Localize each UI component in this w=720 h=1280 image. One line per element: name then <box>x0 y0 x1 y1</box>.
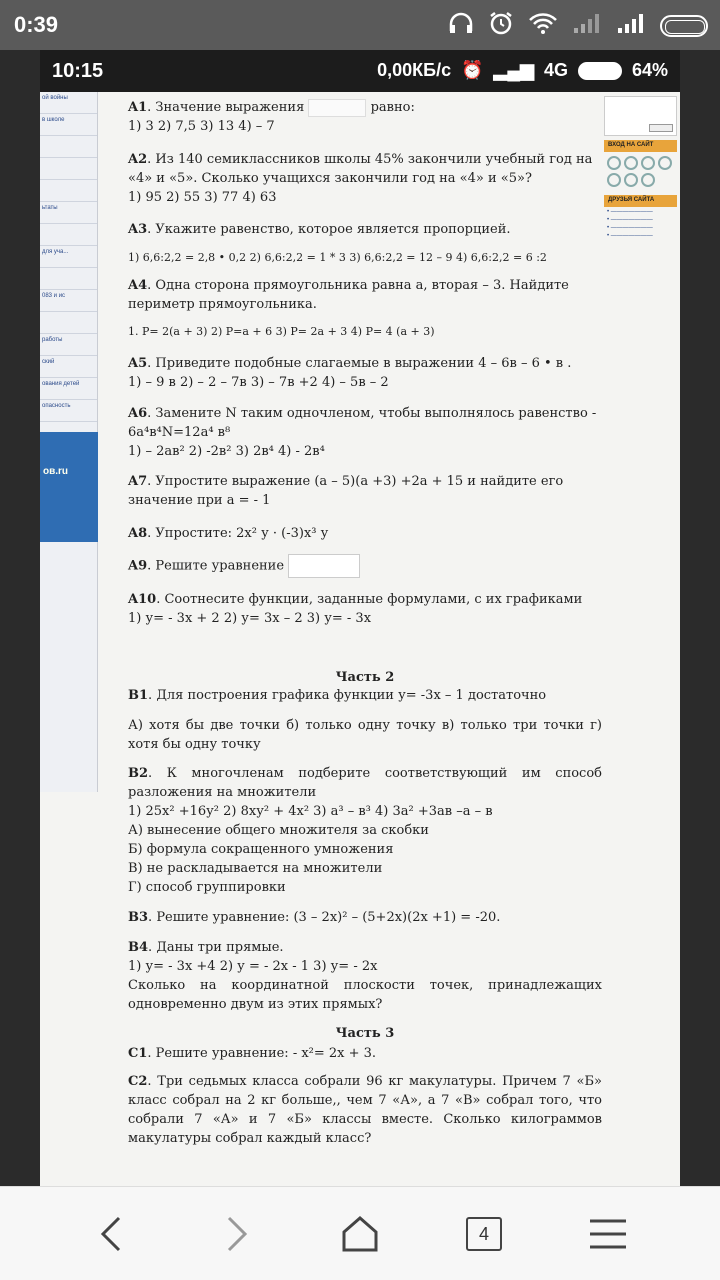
choice: Г) способ группировки <box>128 880 286 895</box>
question-a3-options: 1) 6,6:2,2 = 2,8 • 0,2 2) 6,6:2,2 = 1 * 3 3) 6,6:2,2 = 12 – 9 4) 6,6:2,2 = 6 :2 <box>128 251 547 264</box>
part2-title: Часть 2 <box>335 670 395 685</box>
sidebar-item[interactable] <box>40 180 97 202</box>
battery-icon <box>578 62 622 80</box>
question-a10: A10. Соотнесите функции, заданные формулами, с их графиками 1) у= - 3х + 2 2) у= 3х – 2 3) у= - 3х <box>128 592 583 626</box>
link[interactable]: • ——————— <box>607 233 653 239</box>
sidebar-item[interactable]: ский <box>40 356 97 378</box>
alarm-icon: ⏰ <box>461 60 484 80</box>
question-text: Упростите выражение (а – 5)(а +3) +2а + 15 и найдите его значение при а = - 1 <box>128 474 564 508</box>
login-header: ВХОД НА САЙТ <box>604 140 677 152</box>
question-a1: A1. Значение выражения равно: 1) 3 2) 7,5 3) 13 4) – 7 <box>128 100 415 134</box>
chevron-left-icon <box>97 1214 127 1254</box>
choice: А) вынесение общего множителя за скобки <box>128 823 429 838</box>
question-text: Три седьмых класса собрали 96 кг макулатуры. Причем 7 «Б» класс собрал на 2 кг больше,, чем 7 «А», а 7 «В» собрал того, что собрали 7 «А» и 7 «Б» классы вместе. Сколько килограммов макулатуры собрал каждый класс? <box>128 1074 602 1146</box>
question-id: C2 <box>128 1074 148 1089</box>
social-icon[interactable] <box>641 156 655 170</box>
question-id: C1 <box>128 1046 148 1061</box>
question-text: Упростите: 2х² у · (-3)х³ у <box>155 526 329 541</box>
image-placeholder <box>288 554 360 578</box>
question-text: Решите уравнение <box>155 558 285 574</box>
question-b1-options: А) хотя бы две точки б) только одну точку в) только три точки г) хотя бы одну точку <box>128 718 602 752</box>
home-button[interactable] <box>330 1209 390 1259</box>
question-options: 1) 3 2) 7,5 3) 13 4) – 7 <box>128 119 275 134</box>
forward-button[interactable] <box>206 1209 266 1259</box>
link[interactable]: • ——————— <box>607 217 653 223</box>
question-options: 1) – 9 в 2) – 2 – 7в 3) – 7в +2 4) – 5в – 2 <box>128 375 389 390</box>
image-placeholder <box>308 99 366 117</box>
question-id: B1 <box>128 688 149 703</box>
sidebar-promo-banner[interactable] <box>40 432 98 542</box>
photo-battery-level: 64% <box>631 60 668 80</box>
question-options: 1) – 2ав² 2) -2в² 3) 2в⁴ 4) - 2в⁴ <box>128 444 325 459</box>
question-a5: A5. Приведите подобные слагаемые в выражении 4 – 6в – 6 • в . 1) – 9 в 2) – 2 – 7в 3) – 7в +2 4) – 5в – 2 <box>128 356 572 390</box>
sidebar-item[interactable]: ования детей <box>40 378 97 400</box>
site-left-sidebar <box>40 92 98 792</box>
status-bar <box>0 0 720 50</box>
alarm-icon <box>488 10 514 42</box>
question-options: 1) 95 2) 55 3) 77 4) 63 <box>128 190 277 205</box>
sidebar-item[interactable] <box>40 312 97 334</box>
question-text: Соотнесите функции, заданные формулами, с их графиками <box>164 592 583 607</box>
question-options: 1) у= - 3х +4 2) у = - 2х - 1 3) у= - 2х <box>128 959 378 974</box>
question-a6: A6. Замените N таким одночленом, чтобы выполнялось равенство - 6а⁴в⁴N=12а⁴ в⁸ 1) – 2ав² 2) -2в² 3) 2в⁴ 4) - 2в⁴ <box>128 406 597 459</box>
question-id: B2 <box>128 766 149 781</box>
back-button[interactable] <box>82 1209 142 1259</box>
photo-content <box>0 50 720 1186</box>
status-time: 0:39 <box>14 12 59 37</box>
sidebar-item[interactable]: для уча... <box>40 246 97 268</box>
photo-status-right <box>377 60 668 81</box>
question-text: Даны три прямые. <box>156 940 284 955</box>
question-text: Для построения графика функции у= -3х – 1 достаточно <box>156 688 547 703</box>
browser-bottom-nav <box>0 1186 720 1280</box>
question-id: B3 <box>128 910 149 925</box>
social-icon[interactable] <box>607 173 621 187</box>
photo-status-time: 10:15 <box>52 60 104 82</box>
question-text: Укажите равенство, которое является пропорцией. <box>155 222 511 237</box>
friends-links <box>601 207 680 243</box>
question-b4: B4. Даны три прямые. 1) у= - 3х +4 2) у = - 2х - 1 3) у= - 2х Сколько на координатной плоскости точек, принадлежащих одновременно двум из этих прямых? <box>128 940 602 1012</box>
chevron-right-icon <box>221 1214 251 1254</box>
question-id: A9 <box>128 558 148 574</box>
question-id: A4 <box>128 278 148 293</box>
social-icon[interactable] <box>624 173 638 187</box>
question-a4: A4. Одна сторона прямоугольника равна а, вторая – 3. Найдите периметр прямоугольника. <box>128 278 569 312</box>
question-id: A6 <box>128 406 148 421</box>
question-a7: A7. Упростите выражение (а – 5)(а +3) +2а + 15 и найдите его значение при а = - 1 <box>128 474 564 508</box>
site-right-sidebar <box>601 92 680 322</box>
choice: Б) формула сокращенного умножения <box>128 842 394 857</box>
home-icon <box>340 1214 380 1254</box>
photo-net-speed: 0,00КБ/с <box>377 60 452 80</box>
search-box[interactable] <box>604 96 677 136</box>
social-icon[interactable] <box>607 156 621 170</box>
question-text: Замените N таким одночленом, чтобы выполнялось равенство - 6а⁴в⁴N=12а⁴ в⁸ <box>128 406 597 440</box>
signal-icon <box>572 12 602 40</box>
question-id: B4 <box>128 940 149 955</box>
question-c1: C1. Решите уравнение: - х²= 2х + 3. <box>128 1046 377 1061</box>
search-button[interactable] <box>649 124 673 132</box>
question-a9: A9. Решите уравнение <box>128 554 602 578</box>
sidebar-item[interactable]: ьтаты <box>40 202 97 224</box>
wifi-icon <box>528 12 558 40</box>
photo-network: 4G <box>543 60 568 80</box>
question-id: A3 <box>128 222 148 237</box>
signal-icon: ▂▄▆ <box>493 60 534 80</box>
sidebar-item[interactable] <box>40 136 97 158</box>
choice: В) не раскладывается на множители <box>128 861 383 876</box>
tabs-button[interactable] <box>454 1209 514 1259</box>
sidebar-item[interactable]: 083 и ис <box>40 290 97 312</box>
battery-icon <box>660 15 708 37</box>
sidebar-item[interactable]: опасность <box>40 400 97 422</box>
sidebar-item[interactable]: в школе <box>40 114 97 136</box>
question-id: A5 <box>128 356 148 371</box>
question-a2: A2. Из 140 семиклассников школы 45% закончили учебный год на «4» и «5». Сколько учащихся закончили год на «4» и «5»? 1) 95 2) 55 3) 77 4) 63 <box>128 152 593 205</box>
social-icon[interactable] <box>658 156 672 170</box>
question-id: A2 <box>128 152 148 167</box>
link[interactable]: • ——————— <box>607 225 653 231</box>
question-c2: C2. Три седьмых класса собрали 96 кг макулатуры. Причем 7 «Б» класс собрал на 2 кг больше,, чем 7 «А», а 7 «В» собрал того, что собрали 7 «А» и 7 «Б» классы вместе. Сколько килограммов макулатуры собрал каждый класс? <box>128 1074 602 1146</box>
menu-icon <box>588 1218 628 1250</box>
question-text: равно: <box>370 100 415 115</box>
question-a3: A3. Укажите равенство, которое является пропорцией. <box>128 222 511 237</box>
question-id: A1 <box>128 100 148 115</box>
question-b1: B1. Для построения графика функции у= -3х – 1 достаточно <box>128 688 547 703</box>
question-text: Решите уравнение: (3 – 2х)² – (5+2х)(2х +1) = -20. <box>156 910 501 925</box>
question-a8: A8. Упростите: 2х² у · (-3)х³ у <box>128 526 329 541</box>
friends-header: ДРУЗЬЯ САЙТА <box>604 195 677 207</box>
document-page <box>40 92 680 1186</box>
part3-title: Часть 3 <box>335 1026 395 1041</box>
question-id: A7 <box>128 474 148 489</box>
sidebar-item[interactable] <box>40 224 97 246</box>
headphones-icon <box>448 11 474 41</box>
question-text: К многочленам подберите соответствующий им способ разложения на множители <box>128 766 602 800</box>
question-text: Решите уравнение: - х²= 2х + 3. <box>155 1046 377 1061</box>
question-id: A8 <box>128 526 148 541</box>
sidebar-item[interactable] <box>40 158 97 180</box>
question-options: 1) 25х² +16у² 2) 8ху² + 4х² 3) а³ – в³ 4) 3а² +3ав –а – в <box>128 804 493 819</box>
sidebar-item[interactable]: работы <box>40 334 97 356</box>
question-b2: B2. К многочленам подберите соответствующий им способ разложения на множители 1) 25х² +16у² 2) 8ху² + 4х² 3) а³ – в³ 4) 3а² +3ав –а – в А) вынесение общего множителя за скобки Б) формула сокращенного умножения В) не раскладывается на множители Г) способ группировки <box>128 766 602 895</box>
photo-status-bar <box>40 50 680 92</box>
question-text: Одна сторона прямоугольника равна а, вторая – 3. Найдите периметр прямоугольника. <box>128 278 569 312</box>
question-a4-options: 1. Р= 2(а + 3) 2) Р=а + 6 3) Р= 2а + 3 4) Р= 4 (а + 3) <box>128 325 435 338</box>
social-login-icons <box>601 152 680 191</box>
status-icons <box>448 10 708 42</box>
question-b3: B3. Решите уравнение: (3 – 2х)² – (5+2х)(2х +1) = -20. <box>128 910 501 925</box>
social-icon[interactable] <box>624 156 638 170</box>
sidebar-item[interactable]: ой войны <box>40 92 97 114</box>
question-text: Значение выражения <box>155 100 305 115</box>
question-text: Из 140 семиклассников школы 45% закончили учебный год на «4» и «5». Сколько учащихся закончили год на «4» и «5»? <box>128 152 593 186</box>
sidebar-item[interactable] <box>40 268 97 290</box>
signal-icon <box>616 12 646 40</box>
menu-button[interactable] <box>578 1209 638 1259</box>
tabs-count: 4 <box>466 1217 502 1251</box>
question-id: A10 <box>128 592 157 607</box>
question-text: Сколько на координатной плоскости точек, принадлежащих одновременно двум из этих прямых? <box>128 978 602 1012</box>
question-options: 1) у= - 3х + 2 2) у= 3х – 2 3) у= - 3х <box>128 611 372 626</box>
question-text: Приведите подобные слагаемые в выражении 4 – 6в – 6 • в . <box>155 356 572 371</box>
social-icon[interactable] <box>641 173 655 187</box>
promo-text: ов.ru <box>43 466 69 477</box>
link[interactable]: • ——————— <box>607 209 653 215</box>
